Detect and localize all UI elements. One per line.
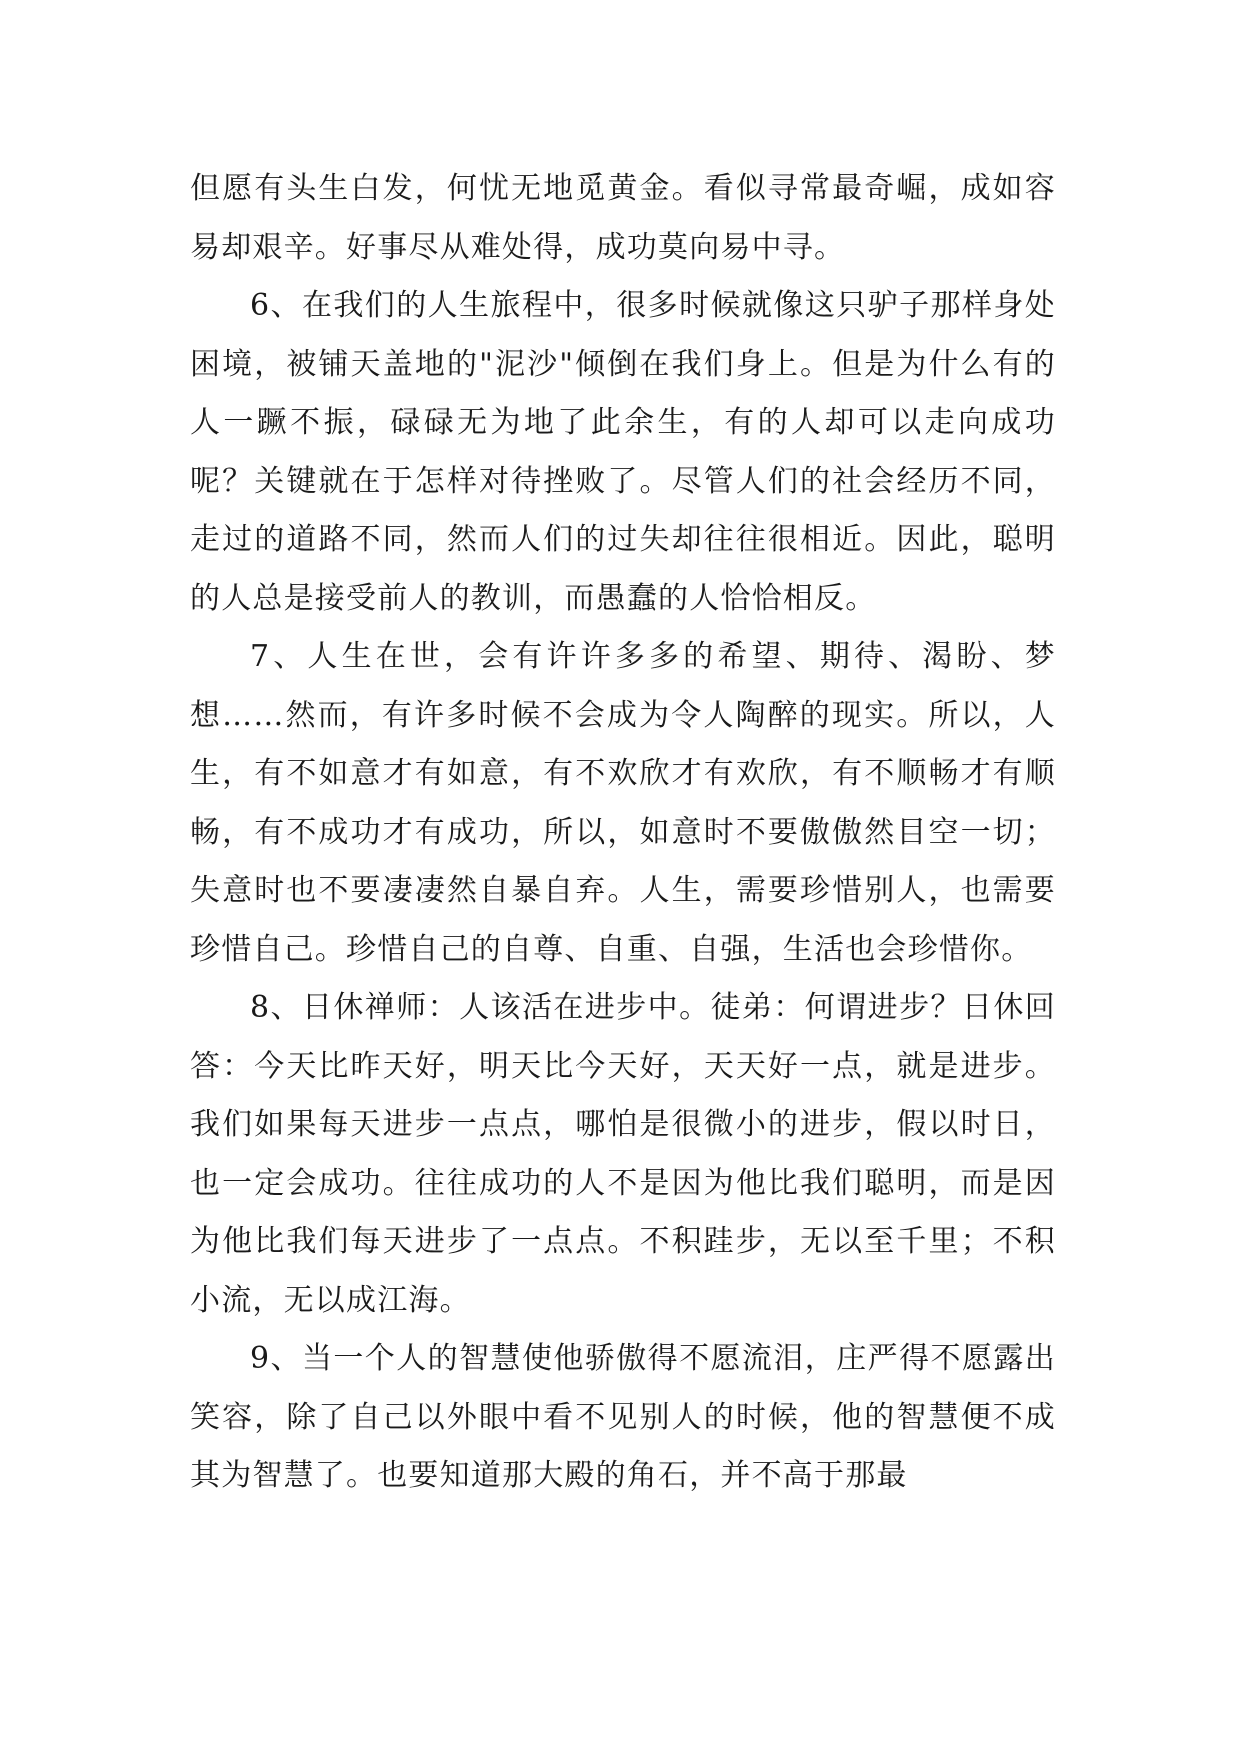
document-body [190, 160, 1056, 1506]
paragraph-8: 8、日休禅师：人该活在进步中。徒弟：何谓进步？日休回答：今天比昨天好，明天比今天好，天天好一点，就是进步。我们如果每天进步一点点，哪怕是很微小的进步，假以时日，也一定会成功。往往成功的人不是因为他比我们聪明，而是因为他比我们每天进步了一点点。不积跬步，无以至千里；不积小流，无以成江海。 [190, 990, 1056, 1318]
paragraph-6: 6、在我们的人生旅程中，很多时候就像这只驴子那样身处困境，被铺天盖地的"泥沙"倾倒在我们身上。但是为什么有的人一蹶不振，碌碌无为地了此余生，有的人却可以走向成功呢？关键就在于怎样对待挫败了。尽管人们的社会经历不同，走过的道路不同，然而人们的过失却往往很相近。因此，聪明的人总是接受前人的教训，而愚蠢的人恰恰相反。 [190, 288, 1056, 616]
paragraph-1: 但愿有头生白发，何忧无地觅黄金。看似寻常最奇崛，成如容易却艰辛。好事尽从难处得，成功莫向易中寻。 [190, 171, 1056, 265]
paragraph-9: 9、当一个人的智慧使他骄傲得不愿流泪，庄严得不愿露出笑容，除了自己以外眼中看不见别人的时候，他的智慧便不成其为智慧了。也要知道那大殿的角石，并不高于那最 [190, 1341, 1056, 1493]
paragraph-7: 7、人生在世，会有许许多多的希望、期待、渴盼、梦想……然而，有许多时候不会成为令人陶醉的现实。所以，人生，有不如意才有如意，有不欢欣才有欢欣，有不顺畅才有顺畅，有不成功才有成功，所以，如意时不要傲傲然目空一切；失意时也不要凄凄然自暴自弃。人生，需要珍惜别人，也需要珍惜自己。珍惜自己的自尊、自重、自强，生活也会珍惜你。 [190, 639, 1056, 967]
